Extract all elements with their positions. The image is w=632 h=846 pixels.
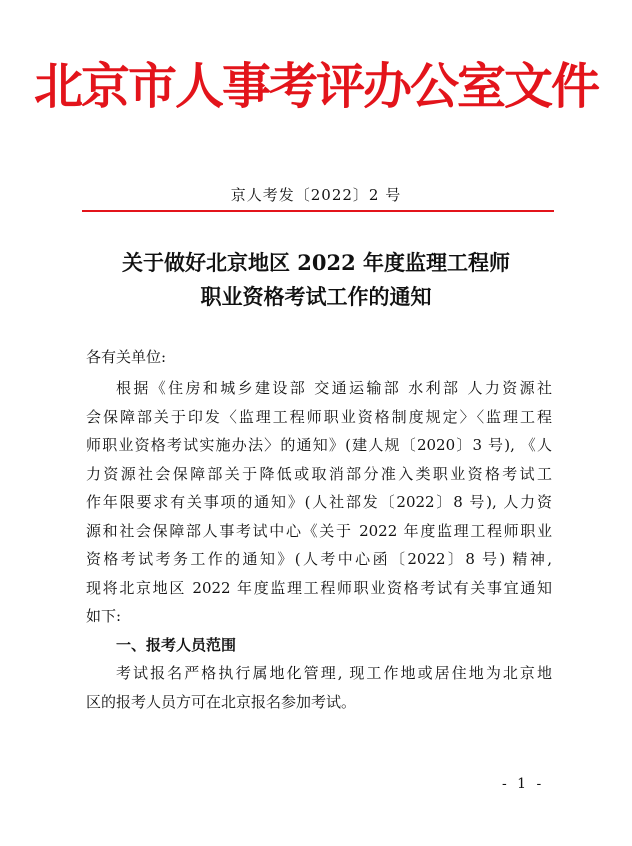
body-line: 力资源社会保障部关于降低或取消部分准入类职业资格考试工 <box>86 464 552 483</box>
body-line: 源和社会保障部人事考试中心《关于 2022 年度监理工程师职业 <box>86 521 552 540</box>
section-heading: 一、报考人员范围 <box>116 635 237 654</box>
salutation: 各有关单位: <box>86 348 167 366</box>
notice-title-line-2: 职业资格考试工作的通知 <box>200 284 432 309</box>
body-line: 师职业资格考试实施办法〉的通知》(建人规〔2020〕3 号), 《人 <box>86 436 552 454</box>
section-line: 考试报名严格执行属地化管理, 现工作地或居住地为北京地 <box>116 664 552 682</box>
section-line: 区的报考人员方可在北京报名参加考试。 <box>86 692 357 711</box>
body-line: 资格考试考务工作的通知》(人考中心函〔2022〕8 号) 精神, <box>86 550 552 568</box>
red-divider-line <box>82 210 554 212</box>
body-line: 如下: <box>86 607 122 625</box>
page-number: - 1 - <box>502 776 545 792</box>
document-number: 京人考发〔2022〕2 号 <box>230 186 402 204</box>
issuing-office-header: 北京市人事考评办公室文件 <box>33 57 598 115</box>
notice-title <box>0 246 632 314</box>
notice-body <box>86 374 552 716</box>
body-line: 现将北京地区 2022 年度监理工程师职业资格考试有关事宜通知 <box>86 578 552 597</box>
body-line: 作年限要求有关事项的通知》(人社部发〔2022〕8 号), 人力资 <box>86 493 552 511</box>
body-line: 根据《住房和城乡建设部 交通运输部 水利部 人力资源社 <box>116 379 552 397</box>
body-line: 会保障部关于印发〈监理工程师职业资格制度规定〉〈监理工程 <box>86 407 552 426</box>
notice-title-line-1: 关于做好北京地区 2022 年度监理工程师 <box>121 250 511 275</box>
